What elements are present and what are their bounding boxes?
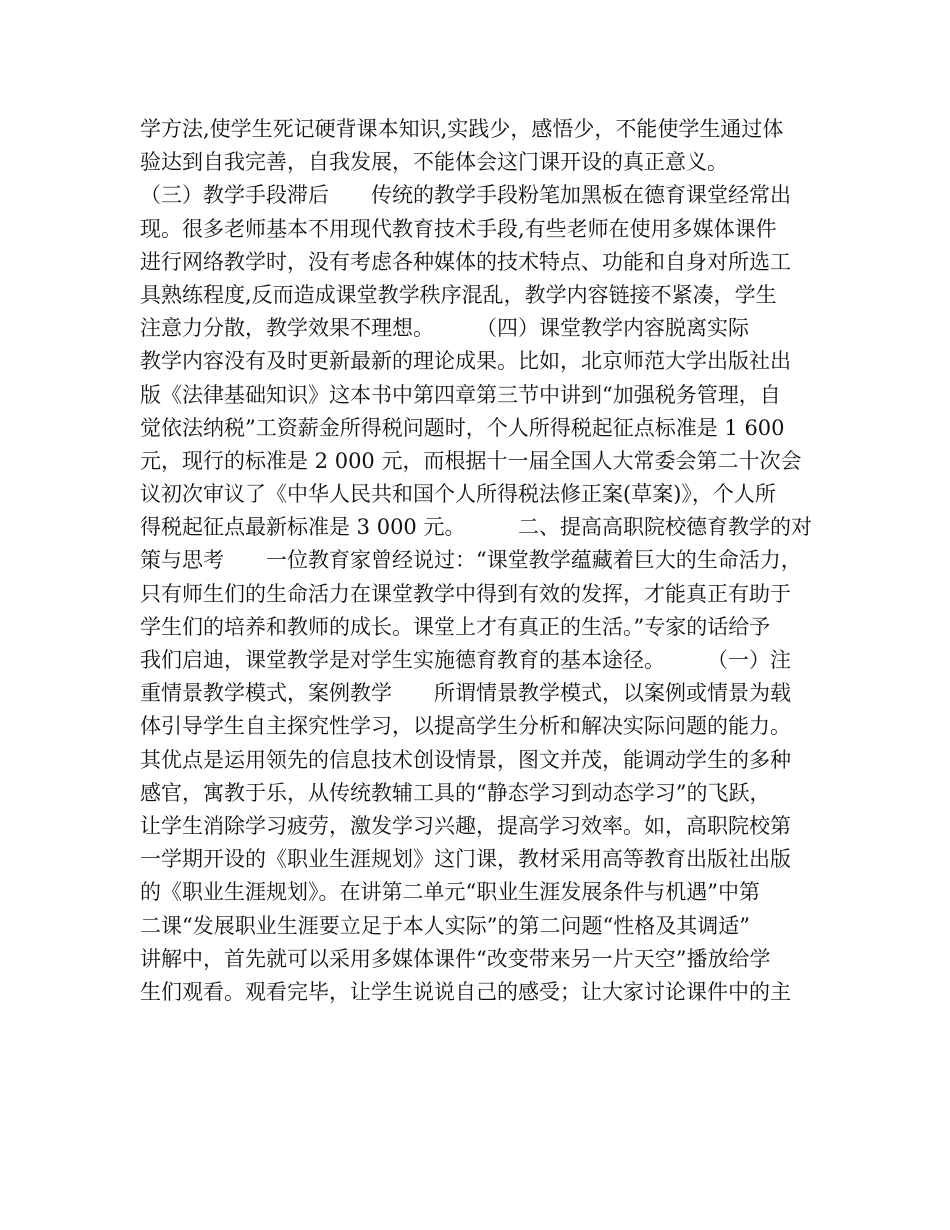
body-text (140, 113, 830, 1009)
text-line: 体引导学生自主探究性学习，以提高学生分析和解决实际问题的能力。 (140, 714, 791, 739)
text-line: 只有师生们的生命活力在课堂教学中得到有效的发挥，才能真正有助于 (140, 581, 791, 606)
text-line: 验达到自我完善，自我发展，不能体会这门课开设的真正意义。 (140, 150, 728, 175)
text-line: 生们观看。观看完毕，让学生说说自己的感受；让大家讨论课件中的主 (140, 979, 791, 1004)
text-line: 其优点是运用领先的信息技术创设情景，图文并茂，能调动学生的多种 (140, 747, 791, 772)
text-line: 重情景教学模式，案例教学 所谓情景教学模式，以案例或情景为载 (140, 681, 791, 706)
text-line: 注意力分散，教学效果不理想。 （四）课堂教学内容脱离实际 (140, 316, 749, 341)
text-line: （三）教学手段滞后 传统的教学手段粉笔加黑板在德育课堂经常出 (140, 183, 791, 208)
text-line: 学生们的培养和教师的成长。课堂上才有真正的生活。”专家的话给予 (140, 614, 771, 639)
text-line: 让学生消除学习疲劳，激发学习兴趣，提高学习效率。如，高职院校第 (140, 813, 791, 838)
text-line: 教学内容没有及时更新最新的理论成果。比如，北京师范大学出版社出 (140, 349, 791, 374)
text-line: 具熟练程度,反而造成课堂教学秩序混乱，教学内容链接不紧凑，学生 (140, 282, 777, 307)
text-line: 得税起征点最新标准是 3 000 元。 二、提高高职院校德育教学的对 (140, 515, 812, 540)
text-line: 讲解中，首先就可以采用多媒体课件“改变带来另一片天空”播放给学 (140, 946, 771, 971)
text-line: 议初次审议了《中华人民共和国个人所得税法修正案(草案)》，个人所 (140, 482, 776, 507)
text-line: 学方法,使学生死记硬背课本知识,实践少，感悟少，不能使学生通过体 (140, 117, 784, 141)
text-line: 一学期开设的《职业生涯规划》这门课，教材采用高等教育出版社出版 (140, 847, 791, 872)
text-line: 感官，寓教于乐，从传统教辅工具的“静态学习到动态学习”的飞跃， (140, 780, 771, 805)
text-line: 觉依法纳税”工资薪金所得税问题时，个人所得税起征点标准是 1 600 (140, 415, 785, 440)
text-line: 元，现行的标准是 2 000 元，而根据十一届全国人大常委会第二十次会 (140, 448, 802, 473)
text-line: 的《职业生涯规划》。在讲第二单元“职业生涯发展条件与机遇”中第 (140, 880, 760, 905)
text-line: 我们启迪，课堂教学是对学生实施德育教育的基本途径。 （一）注 (140, 648, 791, 672)
text-line: 版《法律基础知识》这本书中第四章第三节中讲到“加强税务管理，自 (140, 382, 781, 407)
text-line: 二课“发展职业生涯要立足于本人实际”的第二问题“性格及其调适” (140, 913, 750, 938)
text-line: 现。很多老师基本不用现代教育技术手段,有些老师在使用多媒体课件 (140, 216, 777, 241)
text-line: 策与思考 一位教育家曾经说过：“课堂教学蕴藏着巨大的生命活力， (140, 548, 802, 573)
text-line: 进行网络教学时，没有考虑各种媒体的技术特点、功能和自身对所选工 (140, 249, 791, 274)
